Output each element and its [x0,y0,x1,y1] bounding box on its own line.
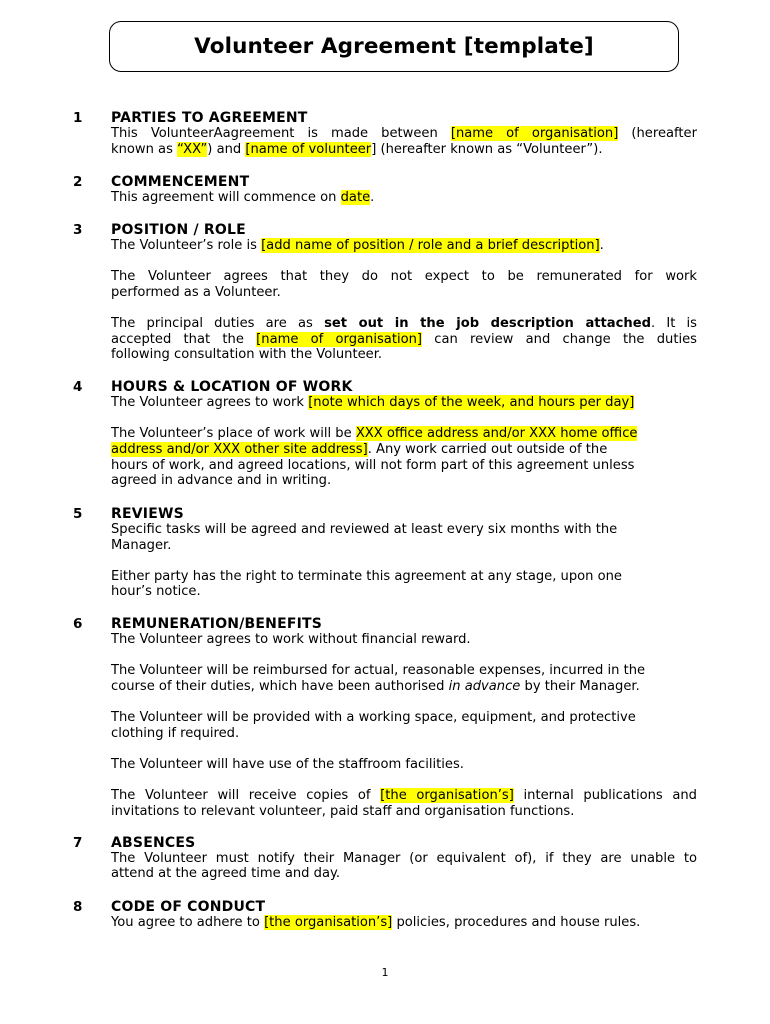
section-heading: CODE OF CONDUCT [111,899,266,915]
placeholder-highlight: [name of organisation] [256,332,423,347]
paragraph-line: The Volunteer will be reimbursed for actual, reasonable expenses, incurred in the [111,663,646,678]
paragraph-line: hours of work, and agreed locations, will not form part of this agreement unless [111,458,635,473]
paragraph-line: The Volunteer will be provided with a working space, equipment, and protective [111,710,636,725]
placeholder-highlight: [note which days of the week, and hours per day] [308,395,635,410]
paragraph-line: hour’s notice. [111,584,201,599]
paragraph-line: clothing if required. [111,726,240,741]
paragraph-line: Either party has the right to terminate this agreement at any stage, upon one [111,569,622,584]
paragraph-line: course of their duties, which have been authorised in advance by their Manager. [111,679,640,694]
paragraph-line: attend at the agreed time and day. [111,866,341,881]
paragraph-line: accepted that the [name of organisation] can review and change the duties [111,332,697,347]
section-heading: REMUNERATION/BENEFITS [111,616,323,632]
section-number: 2 [73,174,83,190]
section-heading: HOURS & LOCATION OF WORK [111,379,353,395]
section-heading: ABSENCES [111,835,196,851]
paragraph-line: The Volunteer’s role is [add name of position / role and a brief description]. [111,238,604,253]
document-title: Volunteer Agreement [template] [194,34,594,59]
placeholder-highlight: address and/or XXX other site address] [111,442,368,457]
paragraph-line: The Volunteer’s place of work will be XXX office address and/or XXX home office [111,426,638,441]
paragraph-line: The Volunteer must notify their Manager (or equivalent of), if they are unable to [111,851,697,866]
placeholder-highlight: [name of volunteer [245,142,372,157]
paragraph-line: The Volunteer agrees that they do not expect to be remunerated for work [111,269,697,284]
paragraph-line: The Volunteer agrees to work without financial reward. [111,632,471,647]
paragraph-line: Manager. [111,538,172,553]
paragraph-line: known as “XX”) and [name of volunteer] (hereafter known as “Volunteer”). [111,142,603,157]
section-number: 1 [73,110,83,126]
placeholder-highlight: date [340,190,371,205]
paragraph-line: This agreement will commence on date. [111,190,375,205]
section-number: 6 [73,616,83,632]
paragraph-line: performed as a Volunteer. [111,285,281,300]
paragraph-line: The Volunteer agrees to work [note which days of the week, and hours per day] [111,395,635,410]
paragraph-line: invitations to relevant volunteer, paid staff and organisation functions. [111,804,575,819]
paragraph-line: You agree to adhere to [the organisation’s] policies, procedures and house rules. [111,915,641,930]
page-number: 1 [381,966,389,979]
section-number: 5 [73,506,83,522]
placeholder-highlight: XXX office address and/or XXX home office [355,426,638,441]
italic-text: in advance [448,679,521,694]
section-number: 8 [73,899,83,915]
placeholder-highlight: [the organisation’s] [380,788,514,803]
section-number: 4 [73,379,83,395]
paragraph-line: The Volunteer will have use of the staffroom facilities. [111,757,464,772]
section-heading: POSITION / ROLE [111,222,246,238]
section-number: 3 [73,222,83,238]
placeholder-highlight: “XX” [177,142,208,157]
placeholder-highlight: [add name of position / role and a brief description] [261,238,600,253]
placeholder-highlight: [name of organisation] [450,126,619,141]
paragraph-line: agreed in advance and in writing. [111,473,332,488]
paragraph-line: This VolunteerAagreement is made between [name of organisation] (hereafter [111,126,697,141]
bold-text: set out in the job description attached [324,316,651,331]
title-box [109,21,679,72]
section-heading: COMMENCEMENT [111,174,250,190]
paragraph-line: address and/or XXX other site address]. Any work carried out outside of the [111,442,608,457]
placeholder-highlight: [the organisation’s] [264,915,393,930]
section-heading: REVIEWS [111,506,184,522]
paragraph-line: following consultation with the Volunteer. [111,347,383,362]
section-number: 7 [73,835,83,851]
paragraph-line: The principal duties are as set out in the job description attached. It is [111,316,697,331]
paragraph-line: Specific tasks will be agreed and reviewed at least every six months with the [111,522,618,537]
section-heading: PARTIES TO AGREEMENT [111,110,308,126]
paragraph-line: The Volunteer will receive copies of [the organisation’s] internal publications and [111,788,697,803]
